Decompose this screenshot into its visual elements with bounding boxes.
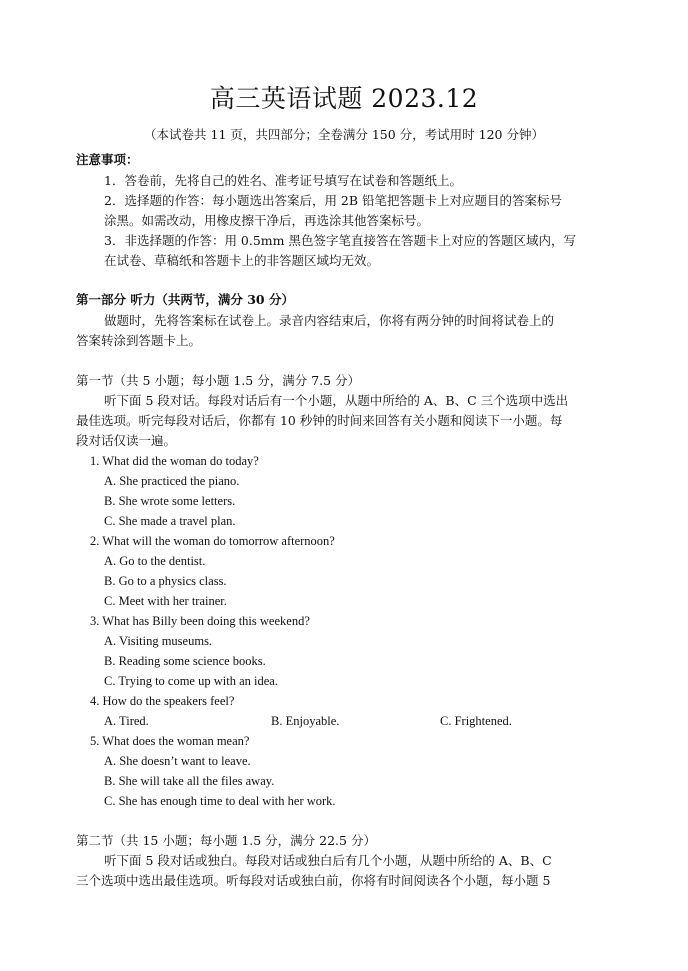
section2-intro-line-1: 听下面 5 段对话或独白。每段对话或独白后有几个小题，从题中所给的 A、B、C [104, 853, 552, 868]
question-4-option-c: C. Frightened. [440, 714, 512, 728]
question-1-option-b: B. She wrote some letters. [104, 494, 236, 508]
part1-heading: 第一部分 听力（共两节，满分 30 分） [76, 292, 294, 307]
question-5: 5. What does the woman mean? [90, 734, 250, 748]
question-5-option-a: A. She doesn’t want to leave. [104, 754, 251, 768]
question-2-option-c: C. Meet with her trainer. [104, 594, 227, 608]
part1-intro-line-2: 答案转涂到答题卡上。 [76, 333, 202, 348]
question-4: 4. How do the speakers feel? [90, 694, 235, 708]
note-3-line-2: 在试卷、草稿纸和答题卡上的非答题区域均无效。 [104, 253, 380, 268]
notes-heading: 注意事项： [76, 152, 139, 167]
section1-heading: 第一节（共 5 小题；每小题 1.5 分，满分 7.5 分） [76, 373, 361, 388]
question-3-option-c: C. Trying to come up with an idea. [104, 674, 278, 688]
question-5-option-c: C. She has enough time to deal with her work. [104, 794, 336, 808]
exam-title: 高三英语试题 2023.12 [209, 84, 479, 113]
section2-intro-line-2: 三个选项中选出最佳选项。听每段对话或独白前，你将有时间阅读各个小题，每小题 5 [76, 873, 551, 888]
question-2: 2. What will the woman do tomorrow afternoon? [90, 534, 335, 548]
section1-intro-line-1: 听下面 5 段对话。每段对话后有一个小题，从题中所给的 A、B、C 三个选项中选出 [104, 393, 569, 408]
section2-heading: 第二节（共 15 小题；每小题 1.5 分，满分 22.5 分） [76, 833, 376, 848]
question-4-option-a: A. Tired. [104, 714, 149, 728]
question-3-option-a: A. Visiting museums. [104, 634, 213, 648]
question-4-option-b: B. Enjoyable. [271, 714, 340, 728]
question-2-option-b: B. Go to a physics class. [104, 574, 227, 588]
question-1: 1. What did the woman do today? [90, 454, 259, 468]
question-1-option-c: C. She made a travel plan. [104, 514, 236, 528]
question-3: 3. What has Billy been doing this weekend? [90, 614, 310, 628]
question-1-option-a: A. She practiced the piano. [104, 474, 240, 488]
question-2-option-a: A. Go to the dentist. [104, 554, 206, 568]
exam-subtitle: （本试卷共 11 页，共四部分；全卷满分 150 分，考试用时 120 分钟） [144, 127, 544, 142]
note-2-line-1: 2．选择题的作答：每小题选出答案后，用 2B 铅笔把答题卡上对应题目的答案标号 [104, 193, 563, 208]
note-1: 1．答卷前，先将自己的姓名、准考证号填写在试卷和答题纸上。 [104, 173, 462, 188]
note-3-line-1: 3．非选择题的作答：用 0.5mm 黑色签字笔直接答在答题卡上对应的答题区域内，写 [104, 233, 576, 248]
question-5-option-b: B. She will take all the files away. [104, 774, 275, 788]
section1-intro-line-2: 最佳选项。听完每段对话后，你都有 10 秒钟的时间来回答有关小题和阅读下一小题。每 [76, 413, 563, 428]
section1-intro-line-3: 段对话仅读一遍。 [76, 433, 177, 448]
note-2-line-2: 涂黑。如需改动，用橡皮擦干净后，再选涂其他答案标号。 [104, 213, 430, 228]
part1-intro-line-1: 做题时，先将答案标在试卷上。录音内容结束后，你将有两分钟的时间将试卷上的 [104, 313, 555, 328]
question-3-option-b: B. Reading some science books. [104, 654, 266, 668]
